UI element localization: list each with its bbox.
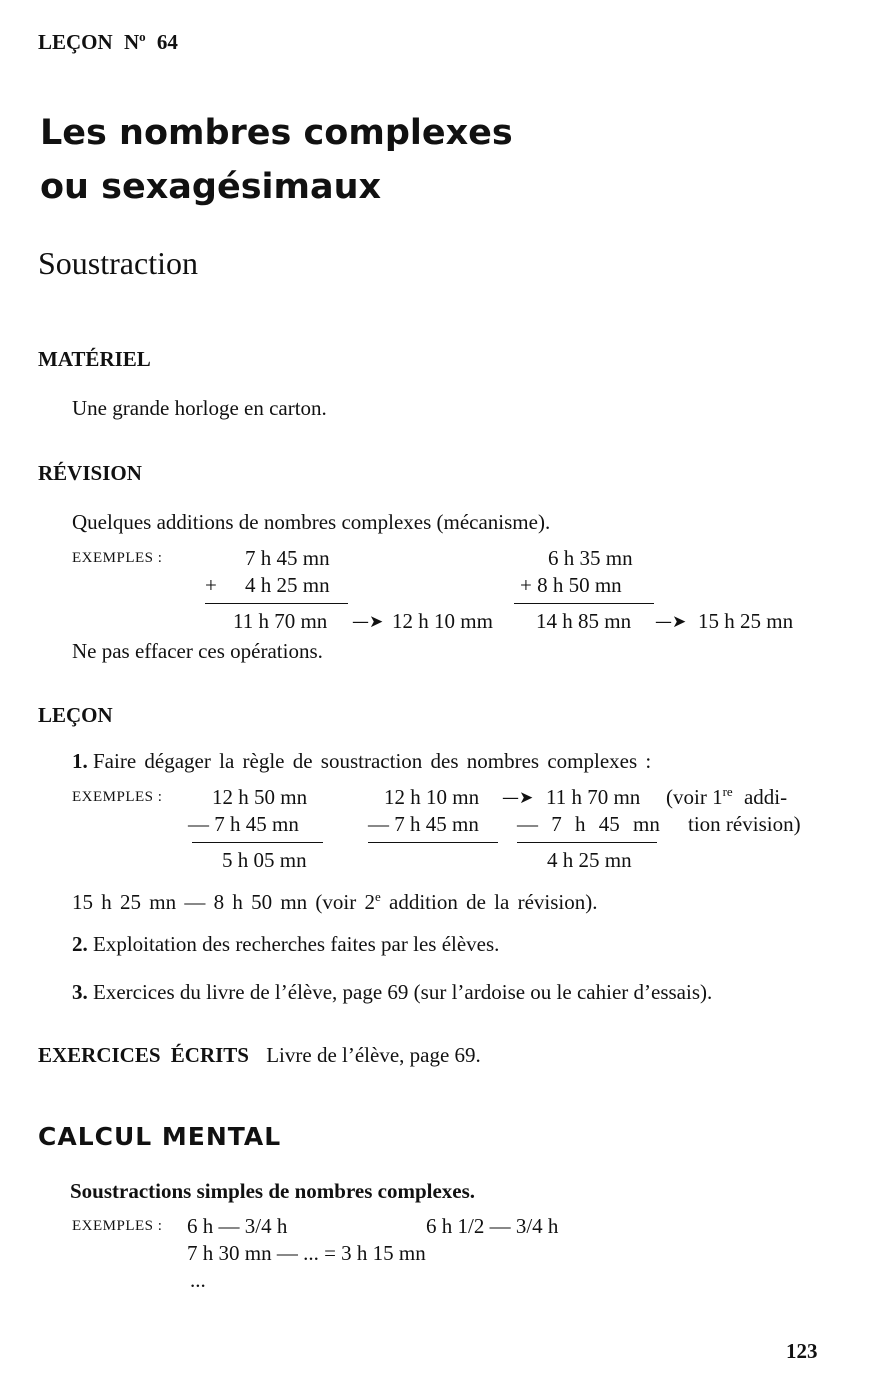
arrow-icon: —➤ bbox=[655, 612, 687, 632]
converted-result: 12 h 10 mm bbox=[392, 609, 493, 633]
materiel-heading: MATÉRIEL bbox=[38, 347, 151, 371]
sum-result: 14 h 85 mn bbox=[536, 609, 632, 633]
difference-line bbox=[517, 842, 657, 843]
lesson-label: LEÇON bbox=[38, 30, 113, 54]
page-number: 123 bbox=[786, 1339, 818, 1363]
item-text: Exploitation des recherches faites par les élèves. bbox=[93, 932, 500, 956]
revision-heading: RÉVISION bbox=[38, 461, 142, 485]
operand: — 7 h 45 mn bbox=[517, 812, 660, 836]
revision-note: Ne pas effacer ces opérations. bbox=[72, 639, 323, 663]
calcul-example-2: 6 h 1/2 — 3/4 h bbox=[426, 1214, 559, 1238]
operand: 12 h 10 mn bbox=[384, 785, 480, 809]
sum-line bbox=[205, 603, 348, 604]
calcul-ellipsis: ... bbox=[190, 1268, 206, 1292]
operand: 6 h 35 mn bbox=[548, 546, 633, 570]
lecon-heading: LEÇON bbox=[38, 703, 113, 727]
lesson-header bbox=[38, 30, 178, 55]
page-title bbox=[40, 106, 513, 214]
operand: 4 h 25 mn bbox=[245, 573, 330, 597]
title-line-2: ou sexagésimaux bbox=[40, 167, 382, 207]
materiel-text: Une grande horloge en carton. bbox=[72, 396, 327, 420]
exercices-text: Livre de l’élève, page 69. bbox=[266, 1043, 481, 1067]
revision-intro: Quelques additions de nombres complexes (mécanisme). bbox=[72, 510, 551, 534]
examples-label: EXEMPLES : bbox=[72, 789, 163, 805]
examples-label: EXEMPLES : bbox=[72, 550, 163, 566]
number-abbrev: $N^o$ bbox=[123, 29, 146, 54]
calcul-heading: CALCUL MENTAL bbox=[38, 1122, 282, 1151]
difference-result: 4 h 25 mn bbox=[547, 848, 632, 872]
operand: — 7 h 45 mn bbox=[368, 812, 479, 836]
example-note: (voir 1re addi- bbox=[666, 784, 788, 809]
arrow-icon: —➤ bbox=[352, 612, 384, 632]
difference-line bbox=[192, 842, 323, 843]
subtitle: Soustraction bbox=[38, 245, 198, 281]
example-note-line-2: tion révision) bbox=[688, 812, 801, 836]
sum-result: 11 h 70 mn bbox=[233, 609, 328, 633]
item-number: 2. bbox=[72, 932, 88, 956]
difference-result: 5 h 05 mn bbox=[222, 848, 307, 872]
lecon-item-1 bbox=[72, 749, 651, 774]
exercices-line bbox=[38, 1043, 481, 1068]
operand: 12 h 50 mn bbox=[212, 785, 308, 809]
sum-line bbox=[514, 603, 654, 604]
examples-label: EXEMPLES : bbox=[72, 1218, 163, 1234]
title-line-1: Les nombres complexes bbox=[40, 113, 513, 153]
item-text: Exercices du livre de l’élève, page 69 (sur l’ardoise ou le cahier d’essais). bbox=[93, 980, 713, 1004]
lecon-item-3 bbox=[72, 980, 712, 1005]
lecon-item-2 bbox=[72, 932, 499, 957]
operand: — 7 h 45 mn bbox=[188, 812, 299, 836]
converted-operand: 11 h 70 mn bbox=[546, 785, 641, 809]
operand: + 8 h 50 mn bbox=[520, 573, 622, 597]
calcul-example-3: 7 h 30 mn — ... = 3 h 15 mn bbox=[187, 1241, 426, 1265]
difference-line bbox=[368, 842, 498, 843]
arrow-icon: —➤ bbox=[502, 788, 534, 808]
plus-sign: + bbox=[205, 573, 217, 597]
item-number: 3. bbox=[72, 980, 88, 1004]
calcul-example-1: 6 h — 3/4 h bbox=[187, 1214, 288, 1238]
item-number: 1. bbox=[72, 749, 88, 773]
calcul-subheading: Soustractions simples de nombres complexes. bbox=[70, 1179, 476, 1203]
lecon-line-15: 15 h 25 mn — 8 h 50 mn (voir 2e addition de la révision). bbox=[72, 889, 598, 914]
lesson-number: 64 bbox=[156, 30, 178, 54]
exercices-heading: EXERCICES ÉCRITS bbox=[38, 1043, 249, 1067]
item-text: Faire dégager la règle de soustraction des nombres complexes : bbox=[93, 749, 652, 773]
converted-result: 15 h 25 mn bbox=[698, 609, 794, 633]
operand: 7 h 45 mn bbox=[245, 546, 330, 570]
